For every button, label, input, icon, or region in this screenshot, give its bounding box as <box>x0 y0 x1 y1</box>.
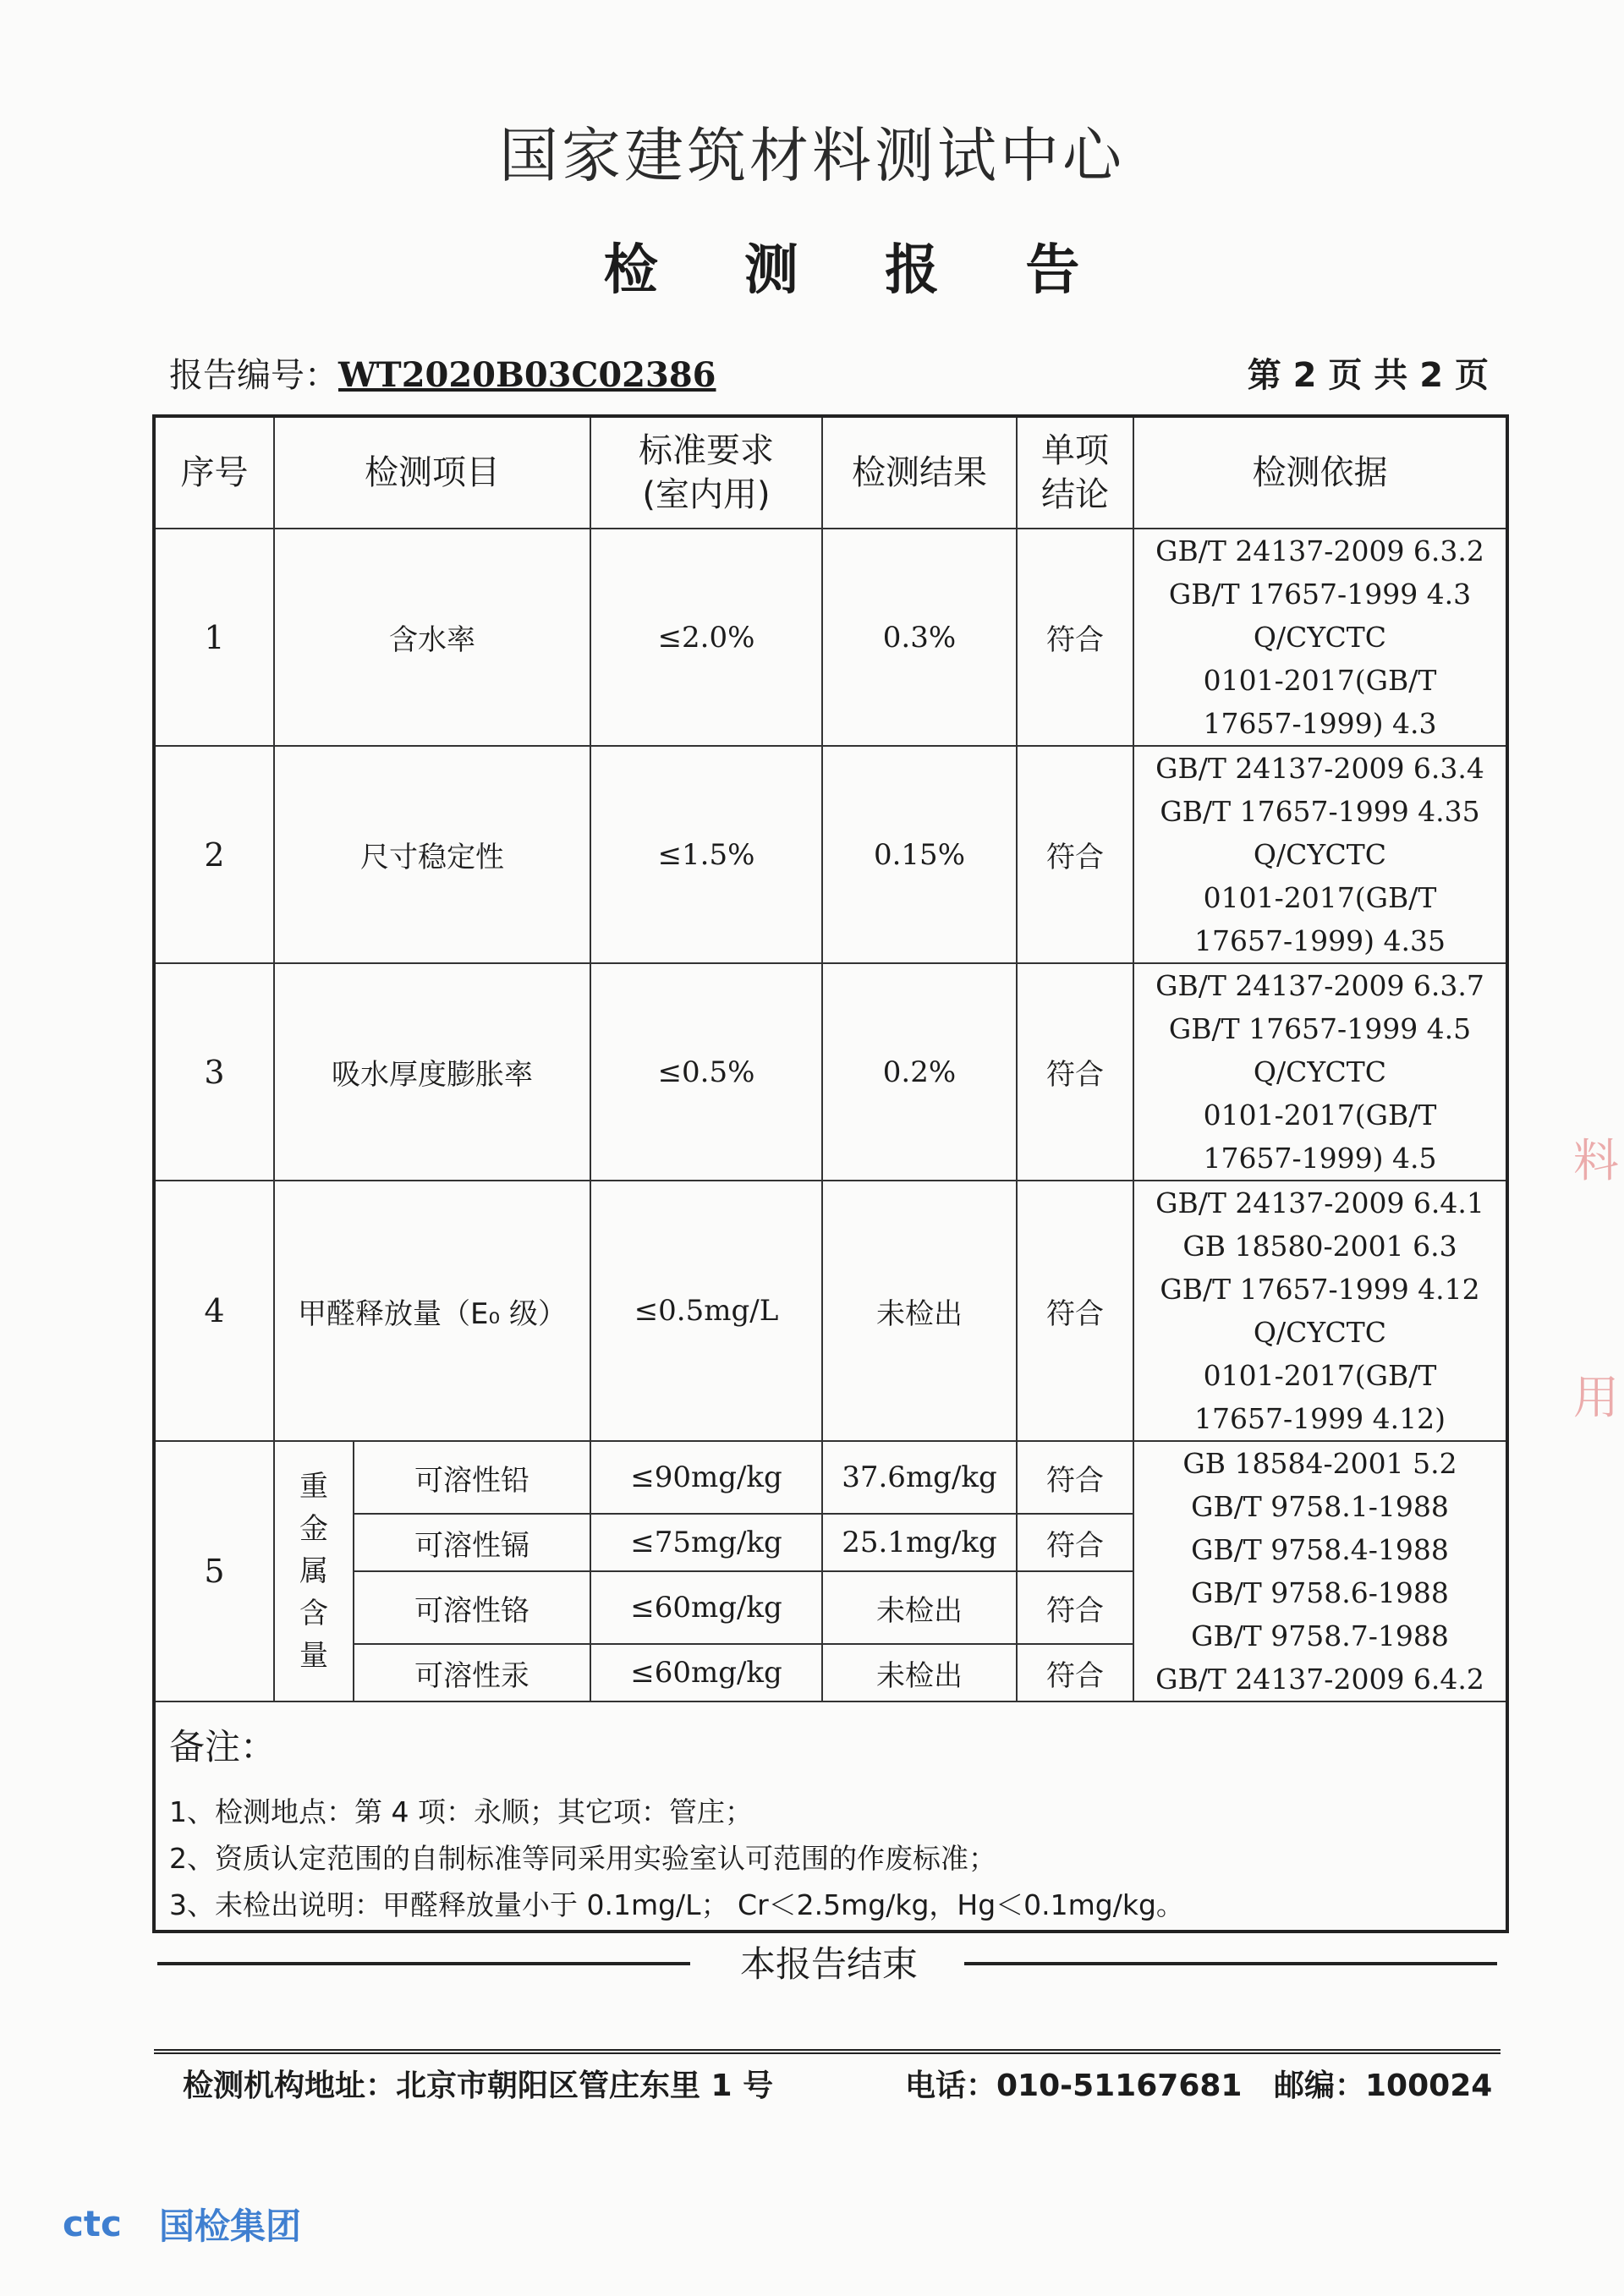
basis-line: 0101-2017(GB/T <box>1203 881 1437 914</box>
subitem-conclusion: 符合 <box>1017 1571 1133 1644</box>
subitem-name: 可溶性汞 <box>354 1644 590 1701</box>
row-seq: 2 <box>154 746 274 963</box>
basis-line: GB/T 24137-2009 6.3.2 <box>1155 534 1484 567</box>
table-row <box>154 529 1507 746</box>
row-standard: ≤0.5% <box>590 963 822 1181</box>
subitem-name: 可溶性镉 <box>354 1514 590 1571</box>
basis-line: 0101-2017(GB/T <box>1203 1099 1437 1132</box>
doc-title: 检 测 报 告 <box>603 239 1114 302</box>
row-item: 吸水厚度膨胀率 <box>274 963 590 1181</box>
footer-address: 检测机构地址：北京市朝阳区管庄东里 1 号 <box>183 2069 774 2103</box>
basis-line: GB 18584-2001 5.2 <box>1182 1447 1457 1480</box>
report-number-value: WT2020B03C02386 <box>338 355 716 395</box>
basis-line: GB/T 9758.6-1988 <box>1191 1576 1449 1609</box>
report-number <box>169 348 716 397</box>
row-item: 尺寸稳定性 <box>274 746 590 963</box>
subitem-name: 可溶性铅 <box>354 1441 590 1514</box>
header-seq: 序号 <box>154 416 274 529</box>
basis-line: Q/CYCTC <box>1253 1316 1387 1349</box>
header-conclusion-line2: 结论 <box>1041 475 1109 514</box>
basis-line: GB/T 17657-1999 4.35 <box>1160 795 1480 828</box>
basis-line: GB/T 24137-2009 6.4.2 <box>1155 1663 1484 1696</box>
basis-line: GB/T 17657-1999 4.5 <box>1168 1012 1472 1045</box>
subitem-standard: ≤60mg/kg <box>590 1571 822 1644</box>
heavy-metal-group-label <box>274 1441 354 1701</box>
header-standard-line1: 标准要求 <box>639 431 774 470</box>
basis-line: GB/T 17657-1999 4.12 <box>1160 1273 1480 1306</box>
basis-line: 17657-1999 4.12) <box>1194 1402 1446 1435</box>
basis-line: GB/T 24137-2009 6.3.4 <box>1155 752 1484 785</box>
header-basis: 检测依据 <box>1133 416 1507 529</box>
basis-line: GB/T 24137-2009 6.3.7 <box>1155 969 1484 1002</box>
ctc-logo-mark: ctc <box>63 2206 122 2243</box>
subitem-conclusion: 符合 <box>1017 1441 1133 1514</box>
header-conclusion-line1: 单项 <box>1041 431 1109 470</box>
basis-line: 17657-1999) 4.35 <box>1194 924 1446 957</box>
row-result: 0.2% <box>822 963 1017 1181</box>
stamp-fragment: 料 <box>1573 1134 1619 1187</box>
table-header-row <box>154 416 1507 529</box>
row-seq: 5 <box>154 1441 274 1701</box>
basis-line: 17657-1999) 4.5 <box>1203 1142 1437 1175</box>
row-standard: ≤1.5% <box>590 746 822 963</box>
group-char: 重 <box>299 1470 328 1504</box>
row-basis <box>1133 746 1507 963</box>
footer-phone: 电话：010-51167681 <box>905 2069 1243 2103</box>
note-line: 1、检测地点：第 4 项：永顺；其它项：管庄； <box>169 1795 753 1828</box>
row-result: 未检出 <box>822 1181 1017 1441</box>
subitem-conclusion: 符合 <box>1017 1514 1133 1571</box>
basis-line: 0101-2017(GB/T <box>1203 1359 1437 1392</box>
row-standard: ≤0.5mg/L <box>590 1181 822 1441</box>
header-item: 检测项目 <box>274 416 590 529</box>
subitem-result: 37.6mg/kg <box>822 1441 1017 1514</box>
header-result: 检测结果 <box>822 416 1017 529</box>
heavy-metal-basis <box>1133 1441 1507 1701</box>
footer-postcode: 邮编：100024 <box>1274 2069 1493 2103</box>
subitem-result: 未检出 <box>822 1644 1017 1701</box>
row-item: 含水率 <box>274 529 590 746</box>
subitem-standard: ≤90mg/kg <box>590 1441 822 1514</box>
basis-line: GB/T 9758.4-1988 <box>1191 1533 1449 1566</box>
group-char: 金 <box>299 1512 328 1546</box>
row-conclusion: 符合 <box>1017 746 1133 963</box>
row-result: 0.15% <box>822 746 1017 963</box>
header-conclusion <box>1017 416 1133 529</box>
row-conclusion: 符合 <box>1017 529 1133 746</box>
end-marker: 本报告结束 <box>739 1943 918 1985</box>
row-standard: ≤2.0% <box>590 529 822 746</box>
notes-cell <box>154 1701 1507 1932</box>
logo-text: 国检集团 <box>159 2206 302 2247</box>
table-row-heavy-metal <box>154 1441 1507 1514</box>
subitem-result: 未检出 <box>822 1571 1017 1644</box>
basis-line: Q/CYCTC <box>1253 1055 1387 1088</box>
row-basis <box>1133 963 1507 1181</box>
group-char: 量 <box>299 1639 328 1673</box>
note-line: 2、资质认定范围的自制标准等同采用实验室认可范围的作废标准； <box>169 1842 996 1875</box>
group-char: 含 <box>299 1597 328 1630</box>
row-result: 0.3% <box>822 529 1017 746</box>
notes-row <box>154 1701 1507 1932</box>
basis-line: GB/T 9758.7-1988 <box>1191 1619 1449 1652</box>
row-seq: 4 <box>154 1181 274 1441</box>
row-seq: 3 <box>154 963 274 1181</box>
table-row <box>154 963 1507 1181</box>
end-divider-left <box>157 1962 690 1965</box>
row-conclusion: 符合 <box>1017 963 1133 1181</box>
note-line: 3、未检出说明：甲醛释放量小于 0.1mg/L； Cr＜2.5mg/kg，Hg＜0.1mg/kg。 <box>169 1888 1184 1921</box>
table-row <box>154 1181 1507 1441</box>
basis-line: GB 18580-2001 6.3 <box>1182 1230 1457 1263</box>
header-standard <box>590 416 822 529</box>
header-standard-line2: (室内用) <box>642 475 771 514</box>
basis-line: GB/T 24137-2009 6.4.1 <box>1155 1186 1484 1219</box>
table-row <box>154 746 1507 963</box>
subitem-standard: ≤75mg/kg <box>590 1514 822 1571</box>
row-conclusion: 符合 <box>1017 1181 1133 1441</box>
subitem-conclusion: 符合 <box>1017 1644 1133 1701</box>
subitem-name: 可溶性铬 <box>354 1571 590 1644</box>
basis-line: GB/T 9758.1-1988 <box>1191 1490 1449 1523</box>
row-seq: 1 <box>154 529 274 746</box>
group-char: 属 <box>299 1554 328 1588</box>
report-number-label: 报告编号： <box>169 356 338 395</box>
basis-line: 0101-2017(GB/T <box>1203 664 1437 697</box>
end-divider-right <box>964 1962 1497 1965</box>
page-info: 第 2 页 共 2 页 <box>1247 356 1489 395</box>
org-title: 国家建筑材料测试中心 <box>499 121 1125 190</box>
row-basis <box>1133 529 1507 746</box>
stamp-fragment: 用 <box>1573 1371 1619 1424</box>
basis-line: GB/T 17657-1999 4.3 <box>1168 578 1472 611</box>
basis-line: Q/CYCTC <box>1253 621 1387 654</box>
ctc-logo <box>63 2199 301 2249</box>
subitem-result: 25.1mg/kg <box>822 1514 1017 1571</box>
basis-line: 17657-1999) 4.3 <box>1203 707 1437 740</box>
row-basis <box>1133 1181 1507 1441</box>
basis-line: Q/CYCTC <box>1253 838 1387 871</box>
subitem-standard: ≤60mg/kg <box>590 1644 822 1701</box>
row-item: 甲醛释放量（E₀ 级） <box>274 1181 590 1441</box>
notes-title: 备注： <box>169 1726 277 1767</box>
ctc-logo-icon <box>63 2206 147 2243</box>
footer-divider <box>154 2049 1501 2054</box>
test-results-table <box>152 414 1509 1933</box>
